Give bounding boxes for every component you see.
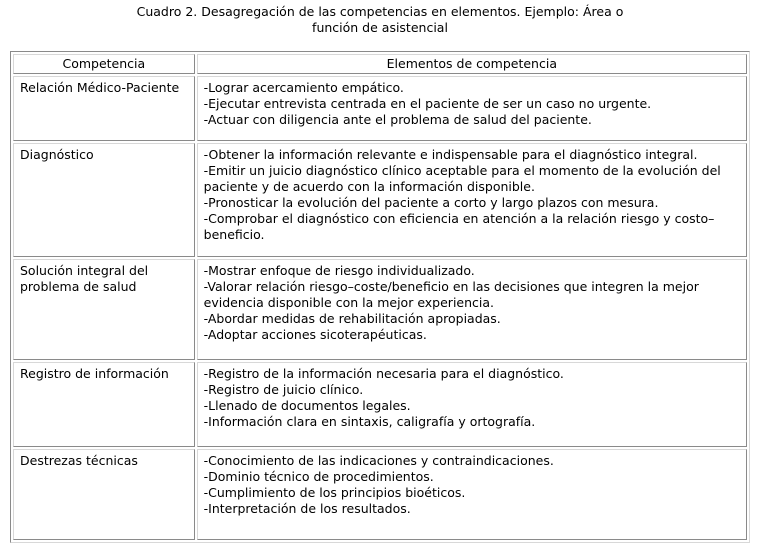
elementos-cell: [197, 143, 747, 257]
elemento-item: -Abordar medidas de rehabilitación apropiadas.: [203, 311, 501, 326]
competencia-cell: Destrezas técnicas: [13, 449, 195, 540]
elemento-item: -Actuar con diligencia ante el problema de salud del paciente.: [203, 112, 592, 127]
table-row: [13, 76, 747, 141]
elemento-item: -Registro de juicio clínico.: [203, 382, 364, 397]
elemento-item: -Emitir un juicio diagnóstico clínico aceptable para el momento de la evolución del paciente y de acuerdo con la información disponible.: [203, 163, 721, 194]
table-row: [13, 449, 747, 540]
elemento-item: -Comprobar el diagnóstico con eficiencia en atención a la relación riesgo y costo–beneficio.: [203, 211, 715, 242]
caption-line-1: Cuadro 2. Desagregación de las competencias en elementos. Ejemplo: Área o: [136, 4, 624, 19]
table-caption: [0, 4, 760, 36]
competencia-cell: Registro de información: [13, 362, 195, 447]
competencia-cell: Solución integral del problema de salud: [13, 259, 195, 360]
elemento-item: -Obtener la información relevante e indispensable para el diagnóstico integral.: [203, 147, 698, 162]
table-row: [13, 143, 747, 257]
elemento-item: -Llenado de documentos legales.: [203, 398, 411, 413]
caption-line-2: función de asistencial: [312, 20, 448, 35]
table-row: [13, 362, 747, 447]
elemento-item: -Lograr acercamiento empático.: [203, 80, 404, 95]
elemento-item: -Conocimiento de las indicaciones y contraindicaciones.: [203, 453, 554, 468]
elemento-item: -Dominio técnico de procedimientos.: [203, 469, 434, 484]
elemento-item: -Valorar relación riesgo–coste/beneficio en las decisiones que integren la mejor evidencia disponible con la mejor experiencia.: [203, 279, 699, 310]
elemento-item: -Pronosticar la evolución del paciente a corto y largo plazos con mesura.: [203, 195, 659, 210]
competencia-cell: Diagnóstico: [13, 143, 195, 257]
elementos-cell: [197, 362, 747, 447]
elemento-item: -Ejecutar entrevista centrada en el paciente de ser un caso no urgente.: [203, 96, 652, 111]
competencies-table: [10, 51, 750, 543]
competencia-cell: Relación Médico-Paciente: [13, 76, 195, 141]
header-competencia: Competencia: [13, 54, 195, 74]
elemento-item: -Adoptar acciones sicoterapéuticas.: [203, 327, 427, 342]
elemento-item: -Mostrar enfoque de riesgo individualizado.: [203, 263, 475, 278]
table-header-row: [13, 54, 747, 74]
header-elementos: Elementos de competencia: [197, 54, 747, 74]
elementos-cell: [197, 76, 747, 141]
elemento-item: -Cumplimiento de los principios bioéticos.: [203, 485, 466, 500]
elementos-cell: [197, 449, 747, 540]
elemento-item: -Interpretación de los resultados.: [203, 501, 411, 516]
elemento-item: -Registro de la información necesaria para el diagnóstico.: [203, 366, 564, 381]
elemento-item: -Información clara en sintaxis, caligrafía y ortografía.: [203, 414, 536, 429]
table-row: [13, 259, 747, 360]
elementos-cell: [197, 259, 747, 360]
